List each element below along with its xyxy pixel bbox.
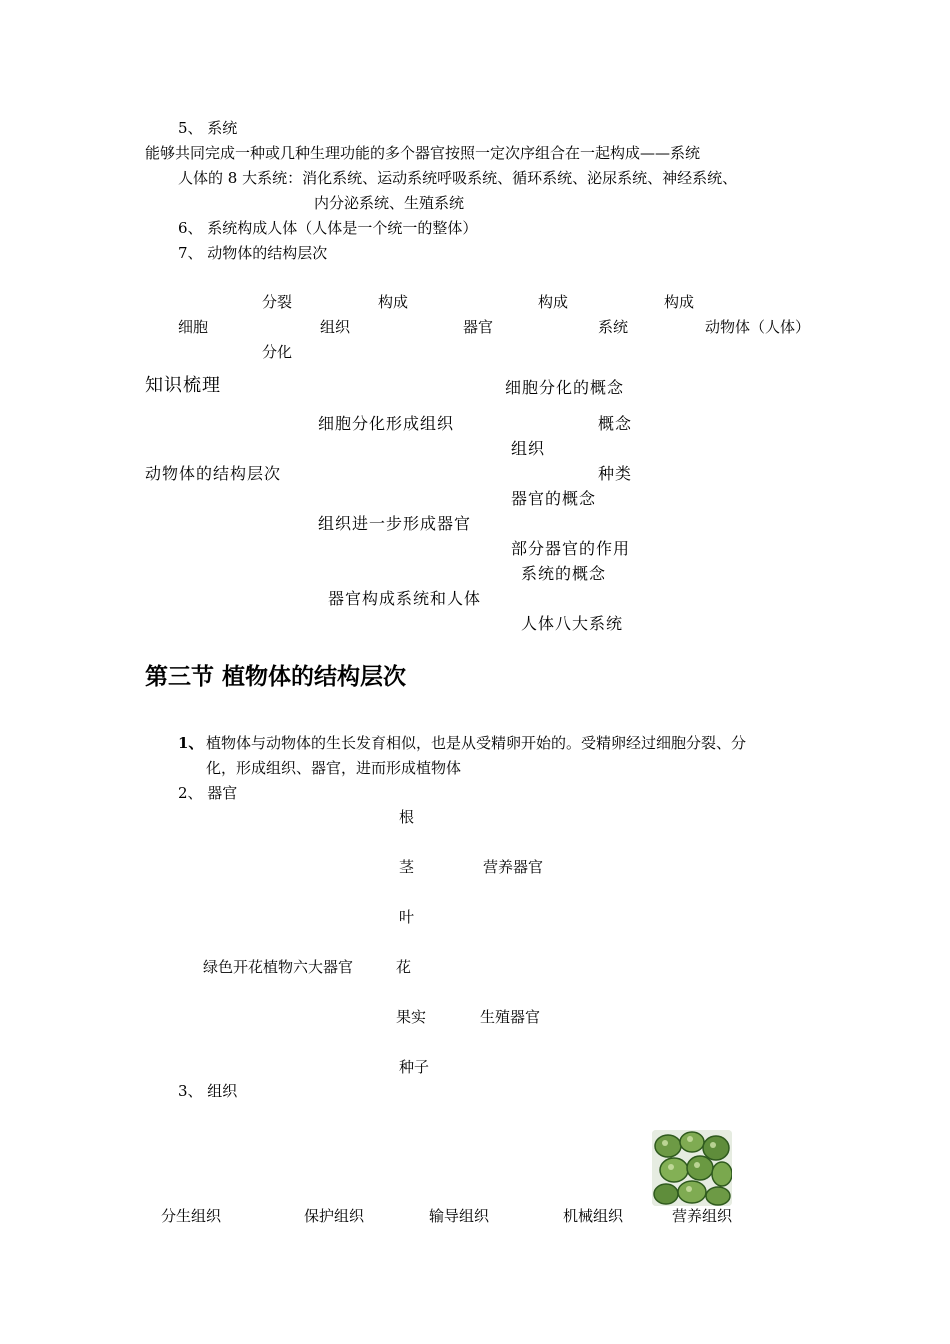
organ-root: 根: [399, 808, 415, 826]
item-1-line-1: 植物体与动物体的生长发育相似，也是从受精卵开始的。受精卵经过细胞分裂、分: [206, 734, 747, 752]
organ-fruit: 果实: [396, 1008, 427, 1026]
cell-differentiation-concept: 细胞分化的概念: [505, 378, 625, 397]
item-2: 2、 器官: [178, 784, 238, 802]
system-concept: 系统的概念: [521, 564, 607, 583]
human-systems-line-1: 人体的 8 大系统：消化系统、运动系统呼吸系统、循环系统、泌尿系统、神经系统、: [178, 169, 738, 187]
six-organs-label: 绿色开花植物六大器官: [203, 958, 354, 976]
organ-seed: 种子: [399, 1058, 430, 1076]
organ-stem: 茎: [399, 858, 415, 876]
organ-functions: 部分器官的作用: [511, 539, 631, 558]
item-1-number: 1、: [178, 734, 204, 752]
branch-tissue: 细胞分化形成组织: [318, 414, 455, 433]
tissue-meristematic: 分生组织: [161, 1207, 222, 1225]
arrow-label-differentiate: 分化: [262, 343, 293, 361]
organ-concept: 器官的概念: [511, 489, 597, 508]
arrow-label-divide: 分裂: [262, 293, 293, 311]
item-6: 6、 系统构成人体（人体是一个统一的整体）: [178, 219, 478, 237]
section-5-heading: 5、 系统: [178, 119, 238, 137]
knowledge-root: 动物体的结构层次: [145, 464, 282, 483]
tissue-mechanical: 机械组织: [563, 1207, 624, 1225]
parenchyma-cell-image: [652, 1130, 732, 1206]
level-system: 系统: [598, 318, 629, 336]
human-systems-line-2: 内分泌系统、生殖系统: [314, 194, 465, 212]
level-tissue: 组织: [320, 318, 351, 336]
organ-flower: 花: [396, 958, 412, 976]
item-1-line-2: 化，形成组织、器官，进而形成植物体: [206, 759, 462, 777]
level-cell: 细胞: [178, 318, 209, 336]
tissue-node: 组织: [511, 439, 546, 458]
tissue-conducting: 输导组织: [429, 1207, 490, 1225]
level-organ: 器官: [463, 318, 494, 336]
section-title: 第三节 植物体的结构层次: [145, 664, 407, 690]
system-definition: 能够共同完成一种或几种生理功能的多个器官按照一定次序组合在一起构成——系统: [145, 144, 701, 162]
arrow-label-form-1: 构成: [378, 293, 409, 311]
tissue-types: 种类: [598, 464, 633, 483]
eight-systems: 人体八大系统: [521, 614, 624, 633]
knowledge-heading: 知识梳理: [145, 375, 221, 396]
branch-system: 器官构成系统和人体: [328, 589, 482, 608]
level-animal-body: 动物体（人体）: [705, 318, 811, 336]
item-7: 7、 动物体的结构层次: [178, 244, 328, 262]
organ-leaf: 叶: [399, 908, 415, 926]
branch-organ: 组织进一步形成器官: [318, 514, 472, 533]
arrow-label-form-3: 构成: [664, 293, 695, 311]
arrow-label-form-2: 构成: [538, 293, 569, 311]
reproductive-organs: 生殖器官: [480, 1008, 541, 1026]
tissue-parenchyma: 营养组织: [672, 1207, 733, 1225]
vegetative-organs: 营养器官: [483, 858, 544, 876]
item-3: 3、 组织: [178, 1082, 238, 1100]
tissue-protective: 保护组织: [304, 1207, 365, 1225]
tissue-concept: 概念: [598, 414, 633, 433]
